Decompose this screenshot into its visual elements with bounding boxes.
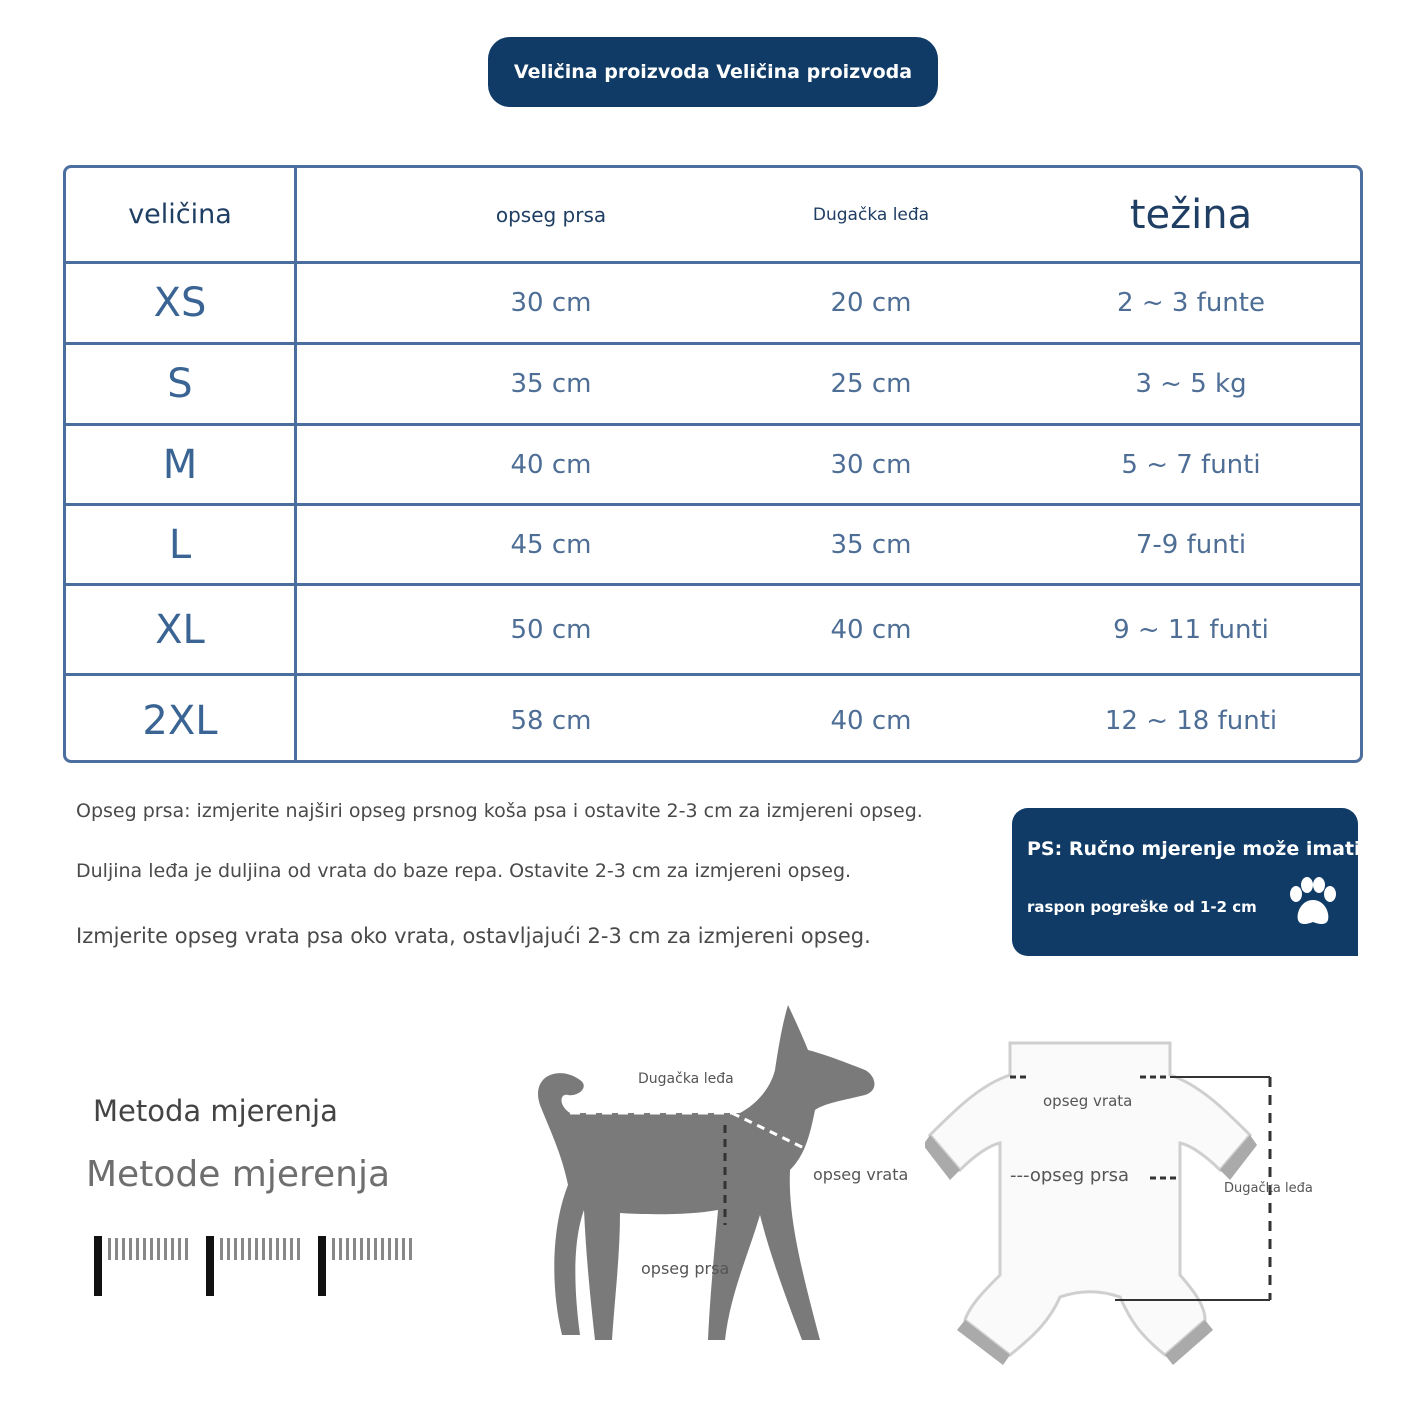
weight-cell: 7-9 funti [1135,530,1247,560]
size-cell: 2XL [142,698,218,744]
ps-note-box [1012,808,1361,956]
size-cell: S [167,361,193,407]
clothes-label-chest: ---opseg prsa [1010,1165,1130,1186]
banner-title: Veličina proizvoda Veličina proizvoda [513,61,913,83]
ruler-icon [90,1228,430,1300]
back-cell: 25 cm [830,369,912,399]
chest-cell: 50 cm [510,614,592,645]
weight-cell: 12 ~ 18 funti [1104,706,1278,736]
size-cell: XS [153,280,207,326]
chest-cell: 30 cm [510,288,592,318]
paw-icon [1284,876,1340,932]
table-row [66,503,1360,584]
back-cell: 30 cm [830,450,912,480]
table-row [66,673,1360,763]
method-subtitle: Metode mjerenja [86,1154,391,1195]
dog-label-chest: opseg prsa [641,1259,730,1278]
clothes-label-back: Dugačka leđa [1224,1181,1313,1196]
clothes-illustration [925,1035,1295,1365]
chest-cell: 40 cm [510,450,592,480]
method-title: Metoda mjerenja [93,1094,338,1128]
weight-cell: 3 ~ 5 kg [1135,369,1247,399]
header-chest: opseg prsa [495,202,607,227]
back-cell: 20 cm [830,288,912,318]
size-cell: XL [155,606,205,653]
back-cell: 40 cm [830,706,912,736]
clothes-label-neck: opseg vrata [1043,1092,1133,1110]
weight-cell: 2 ~ 3 funte [1117,288,1265,318]
size-table [63,165,1363,763]
header-weight: težina [1129,191,1253,238]
note-chest: Opseg prsa: izmjerite najširi opseg prsnog koša psa i ostavite 2-3 cm za izmjereni opseg. [76,800,923,822]
chest-cell: 35 cm [510,369,592,399]
note-back: Duljina leđa je duljina od vrata do baze repa. Ostavite 2-3 cm za izmjereni opseg. [76,860,852,882]
table-row [66,261,1360,342]
dog-label-back: Dugačka leđa [638,1071,734,1087]
note-neck: Izmjerite opseg vrata psa oko vrata, ostavljajući 2-3 cm za izmjereni opseg. [76,924,871,948]
chest-cell: 45 cm [510,530,592,560]
chest-cell: 58 cm [510,706,592,736]
back-cell: 40 cm [830,614,912,645]
table-header-row [66,168,1360,261]
size-cell: M [162,442,198,488]
header-size: veličina [128,199,232,230]
dog-label-neck: opseg vrata [813,1165,909,1184]
weight-cell: 5 ~ 7 funti [1121,450,1261,480]
table-row [66,342,1360,423]
product-size-banner [488,37,938,107]
table-row [66,423,1360,504]
table-row [66,583,1360,673]
ps-line-2: raspon pogreške od 1-2 cm [1027,898,1257,916]
header-back-length: Dugačka leđa [812,204,930,225]
ps-line-1: PS: Ručno mjerenje može imati [1027,838,1361,860]
size-cell: L [168,522,192,568]
back-cell: 35 cm [830,530,912,560]
weight-cell: 9 ~ 11 funti [1113,614,1269,645]
